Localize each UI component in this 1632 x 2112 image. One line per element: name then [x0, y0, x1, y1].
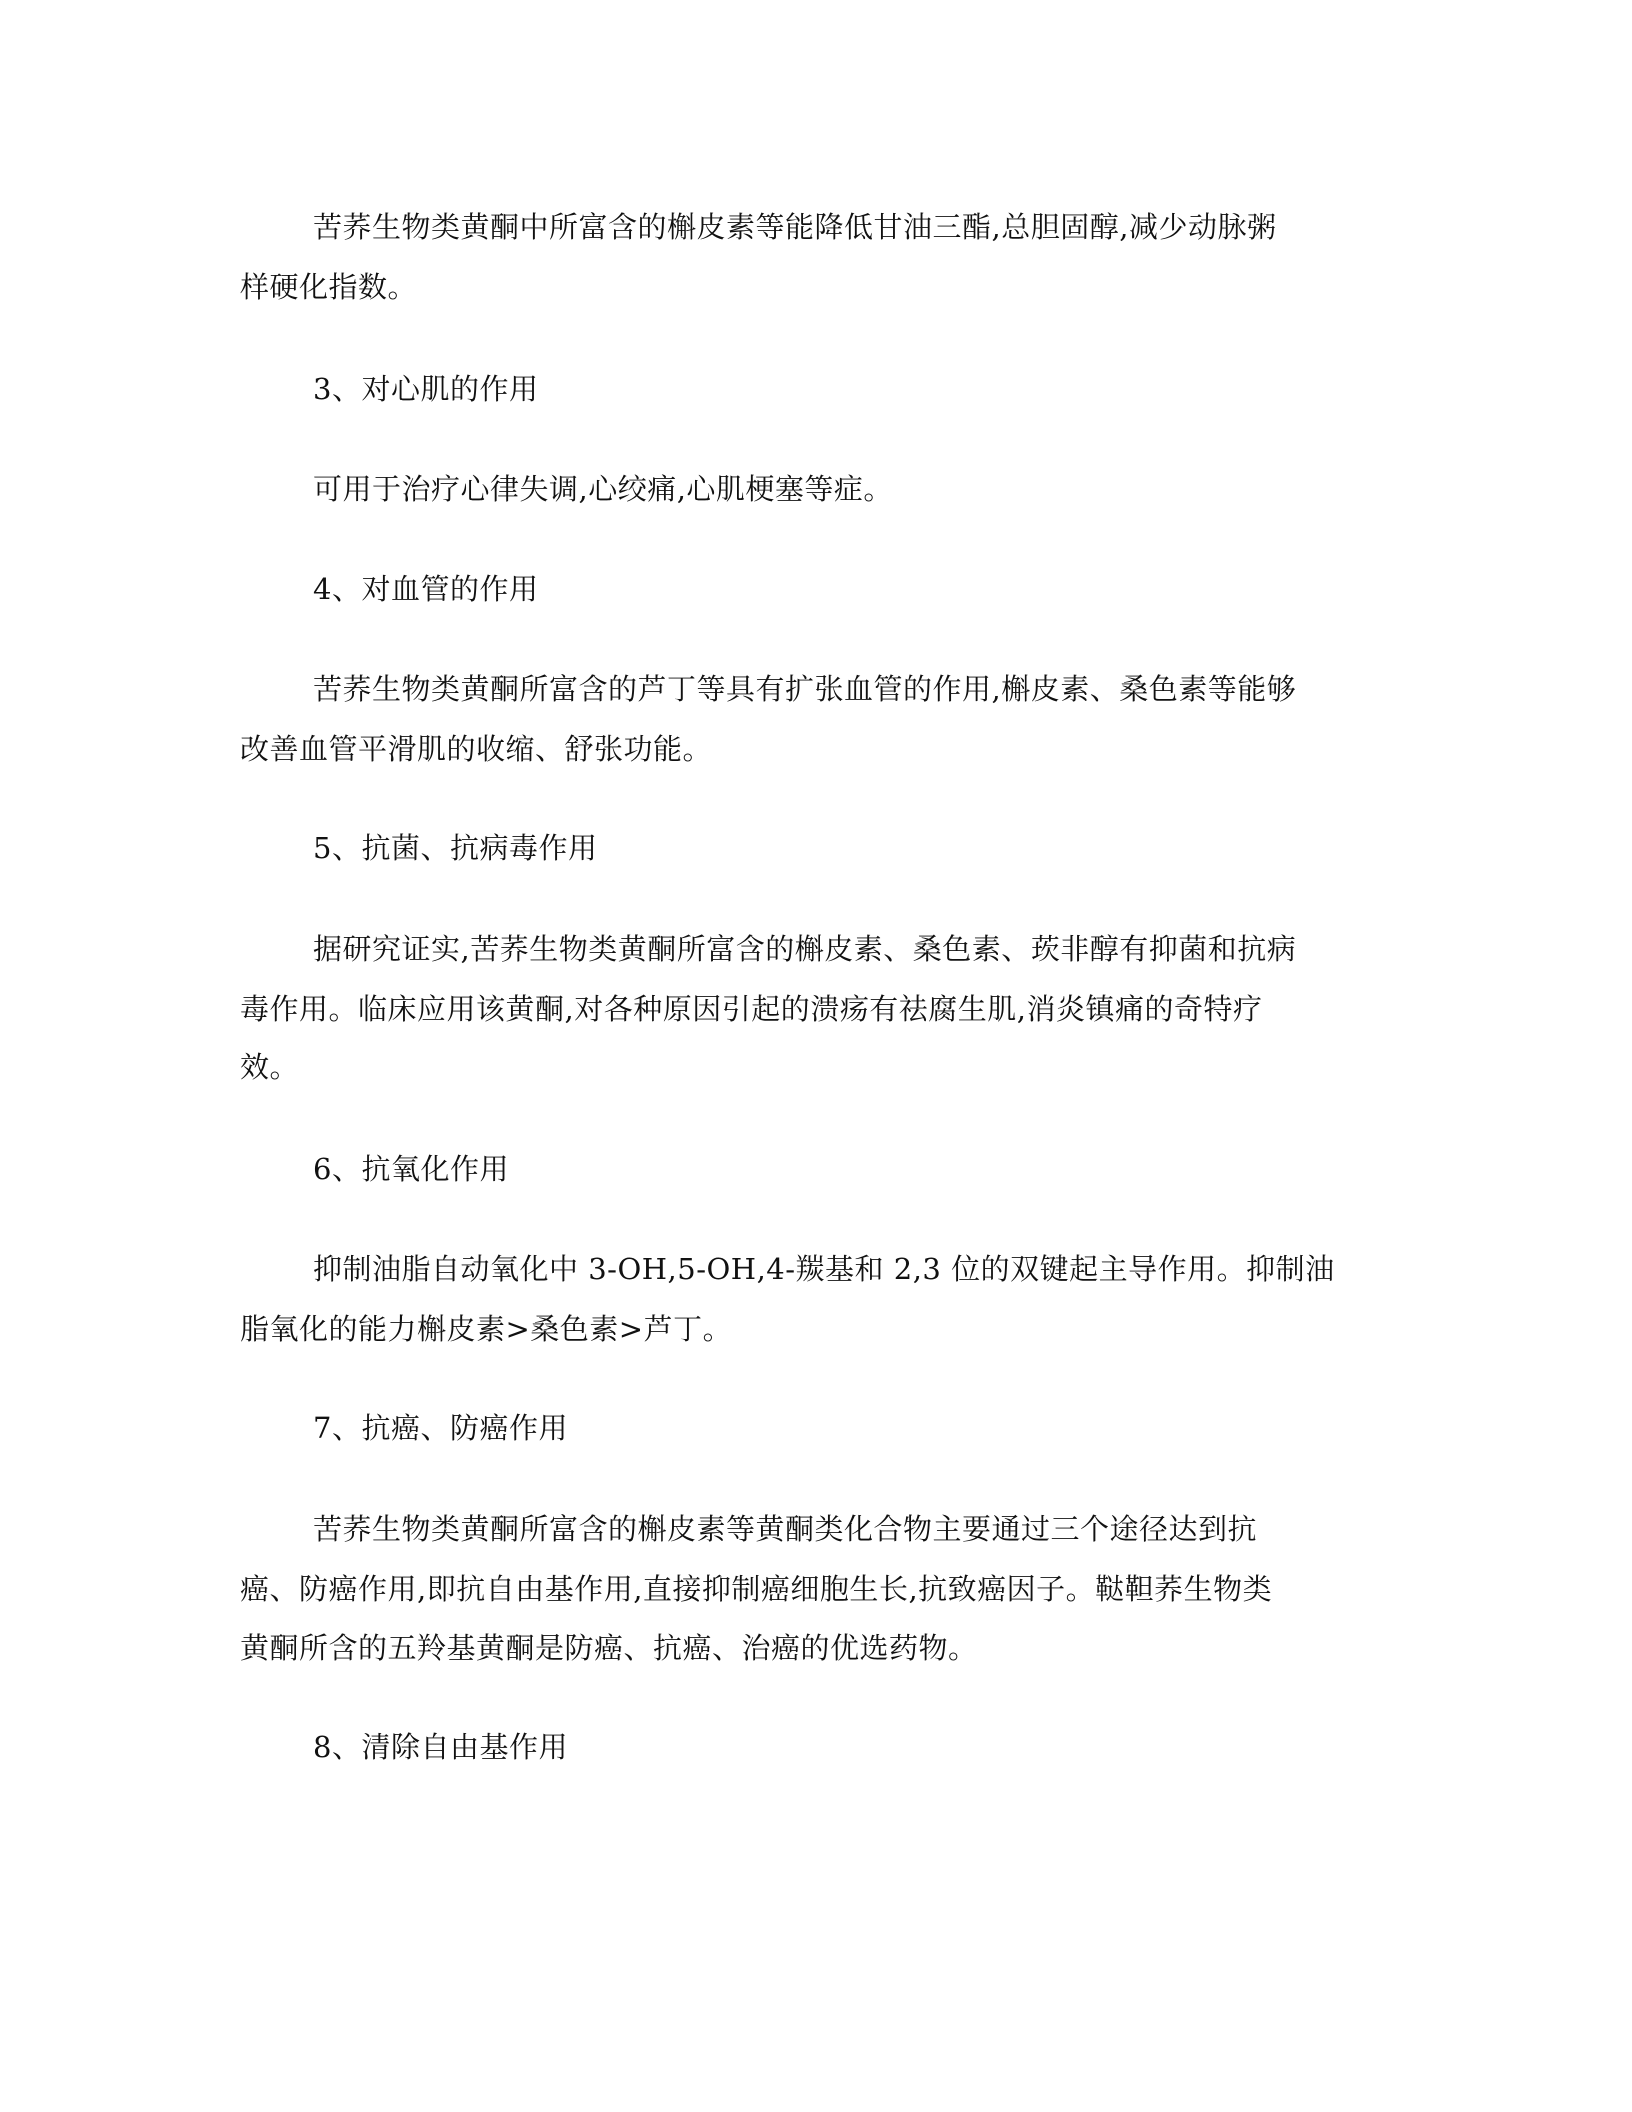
paragraph-line: 改善血管平滑肌的收缩、舒张功能。	[240, 732, 713, 766]
paragraph-line: 苦荞生物类黄酮所富含的槲皮素等黄酮类化合物主要通过三个途径达到抗	[313, 1512, 1258, 1546]
paragraph-line: 样硬化指数。	[240, 270, 418, 304]
section-heading: 6、抗氧化作用	[313, 1152, 509, 1186]
paragraph-line: 苦荞生物类黄酮中所富含的槲皮素等能降低甘油三酯,总胆固醇,减少动脉粥	[313, 210, 1277, 244]
paragraph-line: 苦荞生物类黄酮所富含的芦丁等具有扩张血管的作用,槲皮素、桑色素等能够	[313, 672, 1297, 706]
paragraph-line: 效。	[240, 1050, 300, 1084]
section-heading: 4、对血管的作用	[313, 572, 539, 606]
paragraph-line: 毒作用。临床应用该黄酮,对各种原因引起的溃疡有祛腐生肌,消炎镇痛的奇特疗	[240, 992, 1263, 1026]
section-heading: 7、抗癌、防癌作用	[313, 1411, 568, 1445]
paragraph-line: 脂氧化的能力槲皮素>桑色素>芦丁。	[240, 1312, 733, 1346]
section-heading: 5、抗菌、抗病毒作用	[313, 831, 598, 865]
paragraph-line: 癌、防癌作用,即抗自由基作用,直接抑制癌细胞生长,抗致癌因子。鞑靼荞生物类	[240, 1572, 1273, 1606]
paragraph-line: 黄酮所含的五羚基黄酮是防癌、抗癌、治癌的优选药物。	[240, 1631, 978, 1665]
paragraph-line: 可用于治疗心律失调,心绞痛,心肌梗塞等症。	[313, 472, 893, 506]
section-heading: 3、对心肌的作用	[313, 372, 539, 406]
section-heading: 8、清除自由基作用	[313, 1730, 568, 1764]
paragraph-line: 据研究证实,苦荞生物类黄酮所富含的槲皮素、桑色素、莰非醇有抑菌和抗病	[313, 932, 1297, 966]
paragraph-line: 抑制油脂自动氧化中 3-OH,5-OH,4-羰基和 2,3 位的双键起主导作用。抑制油	[313, 1252, 1335, 1286]
